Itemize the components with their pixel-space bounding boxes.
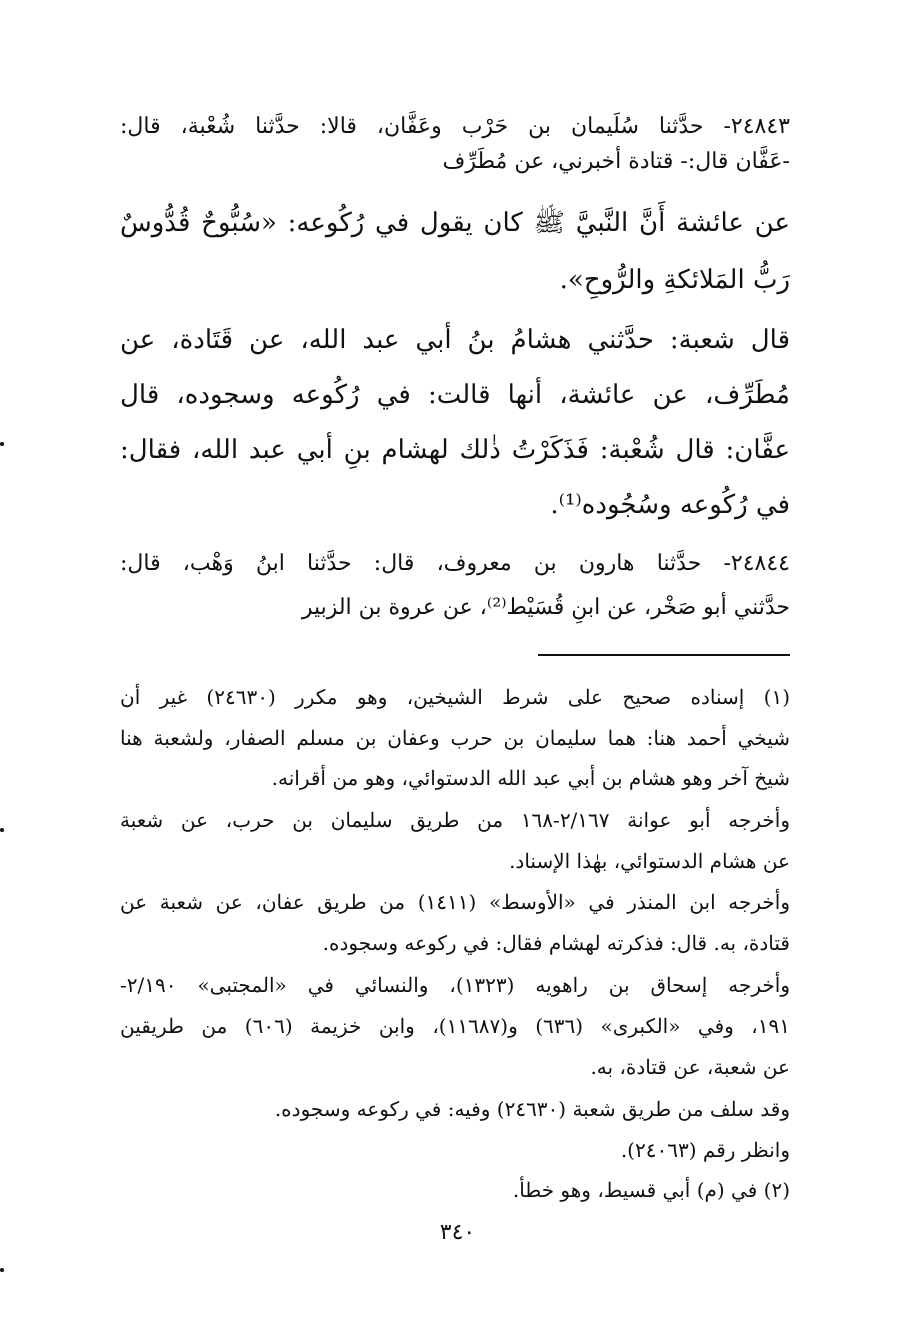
footnote-1-line-9: ١٩١، وفي «الكبرى» (٦٣٦) و(١١٦٨٧)، وابن خزيمة (٦٠٦) من طريقين [120,1014,790,1038]
footnote-1-line-1: (١) إسناده صحيح على شرط الشيخين، وهو مكرر (٢٤٦٣٠) غير أن [120,685,790,709]
footnote-1-line-12: وانظر رقم (٢٤٠٦٣). [620,1138,790,1162]
footnote-1-line-10: عن شعبة، عن قتادة، به. [590,1055,790,1079]
footnote-1-line-4: وأخرجه أبو عوانة ٢/١٦٧-١٦٨ من طريق سليمان بن حرب، عن شعبة [120,808,790,832]
addendum-line-2: مُطَرِّف، عن عائشة، أنها قالت: في رُكُوعه وسجوده، قال [120,380,790,410]
scan-edge-mark [0,442,4,446]
hadith-24843-isnad-line-1: ٢٤٨٤٣- حدَّثنا سُلَيمان بن حَرْب وعَفَّان، قالا: حدَّثنا شُعْبة، قال: [120,114,790,139]
footnote-1-line-2: شيخي أحمد هنا: هما سليمان بن حرب وعفان بن مسلم الصفار، ولشعبة هنا [120,726,790,750]
footnote-1-line-7: قتادة، به. قال: فذكرته لهشام فقال: في ركوعه وسجوده. [322,931,790,955]
footnote-1-line-8: وأخرجه إسحاق بن راهويه (١٣٢٣)، والنسائي في «المجتبى» ٢/١٩٠- [120,973,790,997]
scan-edge-mark [0,828,4,832]
hadith-24844-isnad-line-1: ٢٤٨٤٤- حدَّثنا هارون بن معروف، قال: حدَّثنا ابنُ وَهْب، قال: [120,551,790,576]
footnote-2: (٢) في (م) أبي قسيط، وهو خطأ. [512,1178,790,1202]
addendum-line-3: عفَّان: قال شُعْبة: فَذَكَرْتُ ذٰلك لهشام بنِ أبي عبد الله، فقال: [120,435,790,465]
footnote-1-line-6: وأخرجه ابن المنذر في «الأوسط» (١٤١١) من طريق عفان، عن شعبة عن [120,890,790,914]
hadith-24843-matn-line-2: رَبُّ المَلائكةِ والرُّوحِ». [559,265,790,295]
scan-edge-mark [0,1268,4,1272]
footnote-separator [538,654,790,656]
footnote-1-line-3: شيخ آخر وهو هشام بن أبي عبد الله الدستوائي، وهو من أقرانه. [271,766,790,790]
page-number: ٣٤٠ [439,1220,476,1245]
hadith-24844-isnad-line-2: حدَّثني أبو صَخْر، عن ابنِ قُسَيْط⁽²⁾، عن عروة بن الزبير [301,595,790,620]
hadith-24843-isnad-line-2: -عَفَّان قال:- قتادة أخبرني، عن مُطَرِّف [442,149,790,174]
addendum-line-4: في رُكُوعه وسُجُوده⁽¹⁾. [550,490,790,520]
addendum-line-1: قال شعبة: حدَّثني هشامُ بنُ أبي عبد الله، عن قَتَادة، عن [120,325,790,355]
footnote-1-line-5: عن هشام الدستوائي، بهٰذا الإسناد. [509,849,790,873]
hadith-24843-matn-line-1: عن عائشة أَنَّ النَّبيَّ ﷺ كان يقول في رُكُوعه: «سُبُّوحٌ قُدُّوسٌ [120,208,790,238]
footnote-1-line-11: وقد سلف من طريق شعبة (٢٤٦٣٠) وفيه: في ركوعه وسجوده. [274,1097,790,1121]
